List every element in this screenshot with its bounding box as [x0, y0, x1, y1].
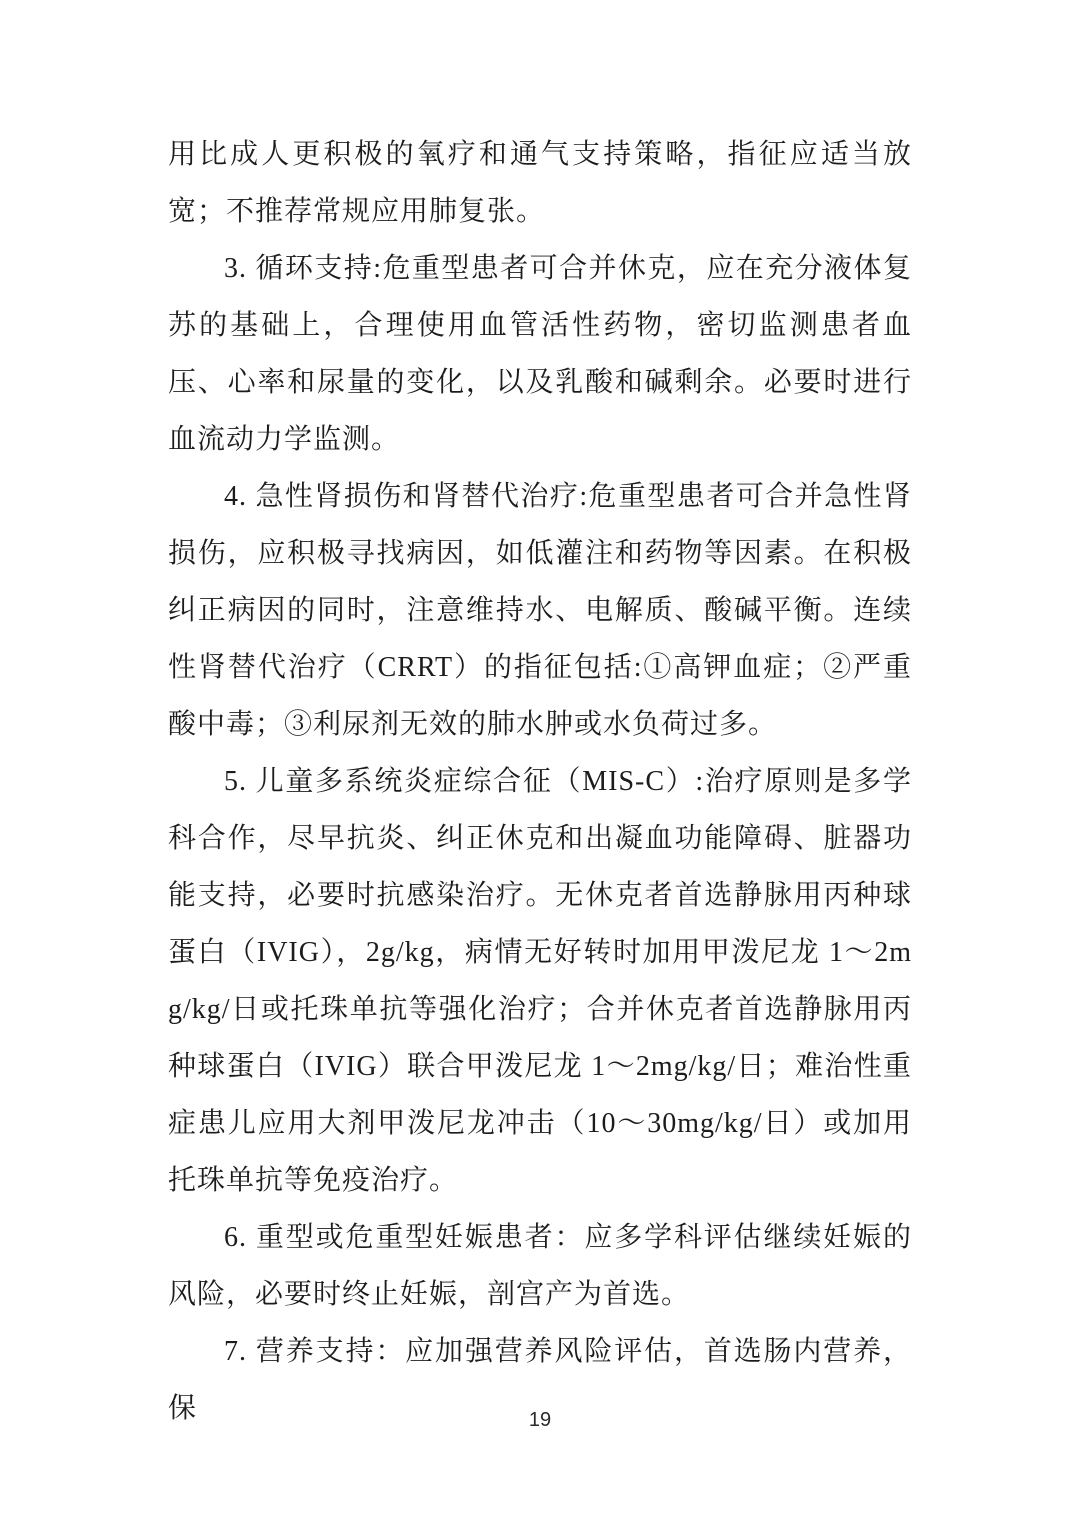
paragraph-item-4-kidney-injury-crrt: 4. 急性肾损伤和肾替代治疗:危重型患者可合并急性肾损伤，应积极寻找病因，如低灌注和药物等因素。在积极纠正病因的同时，注意维持水、电解质、酸碱平衡。连续性肾替代治疗（CRRT）的指征包括:①高钾血症；②严重酸中毒；③利尿剂无效的肺水肿或水负荷过多。 — [168, 481, 912, 740]
document-body-text — [168, 126, 912, 1437]
paragraph-item-6-pregnancy: 6. 重型或危重型妊娠患者：应多学科评估继续妊娠的风险，必要时终止妊娠，剖宫产为首选。 — [168, 1222, 912, 1310]
paragraph-item-3-circulation-support: 3. 循环支持:危重型患者可合并休克，应在充分液体复苏的基础上，合理使用血管活性药物，密切监测患者血压、心率和尿量的变化，以及乳酸和碱剩余。必要时进行血流动力学监测。 — [168, 253, 912, 455]
paragraph-item-5-mis-c: 5. 儿童多系统炎症综合征（MIS-C）:治疗原则是多学科合作，尽早抗炎、纠正休克和出凝血功能障碍、脏器功能支持，必要时抗感染治疗。无休克者首选静脉用丙种球蛋白（IVIG），2g/kg，病情无好转时加用甲泼尼龙 1～2mg/kg/日或托珠单抗等强化治疗；合并休克者首选静脉用丙种球蛋白（IVIG）联合甲泼尼龙 1～2mg/kg/日；难治性重症患儿应用大剂甲泼尼龙冲击（10～30mg/kg/日）或加用托珠单抗等免疫治疗。 — [168, 766, 912, 1196]
paragraph-item-7-nutrition-support: 7. 营养支持：应加强营养风险评估，首选肠内营养，保 — [168, 1336, 912, 1424]
page-number: 19 — [528, 1409, 552, 1431]
paragraph-continuation: 用比成人更积极的氧疗和通气支持策略，指征应适当放宽；不推荐常规应用肺复张。 — [168, 139, 912, 227]
